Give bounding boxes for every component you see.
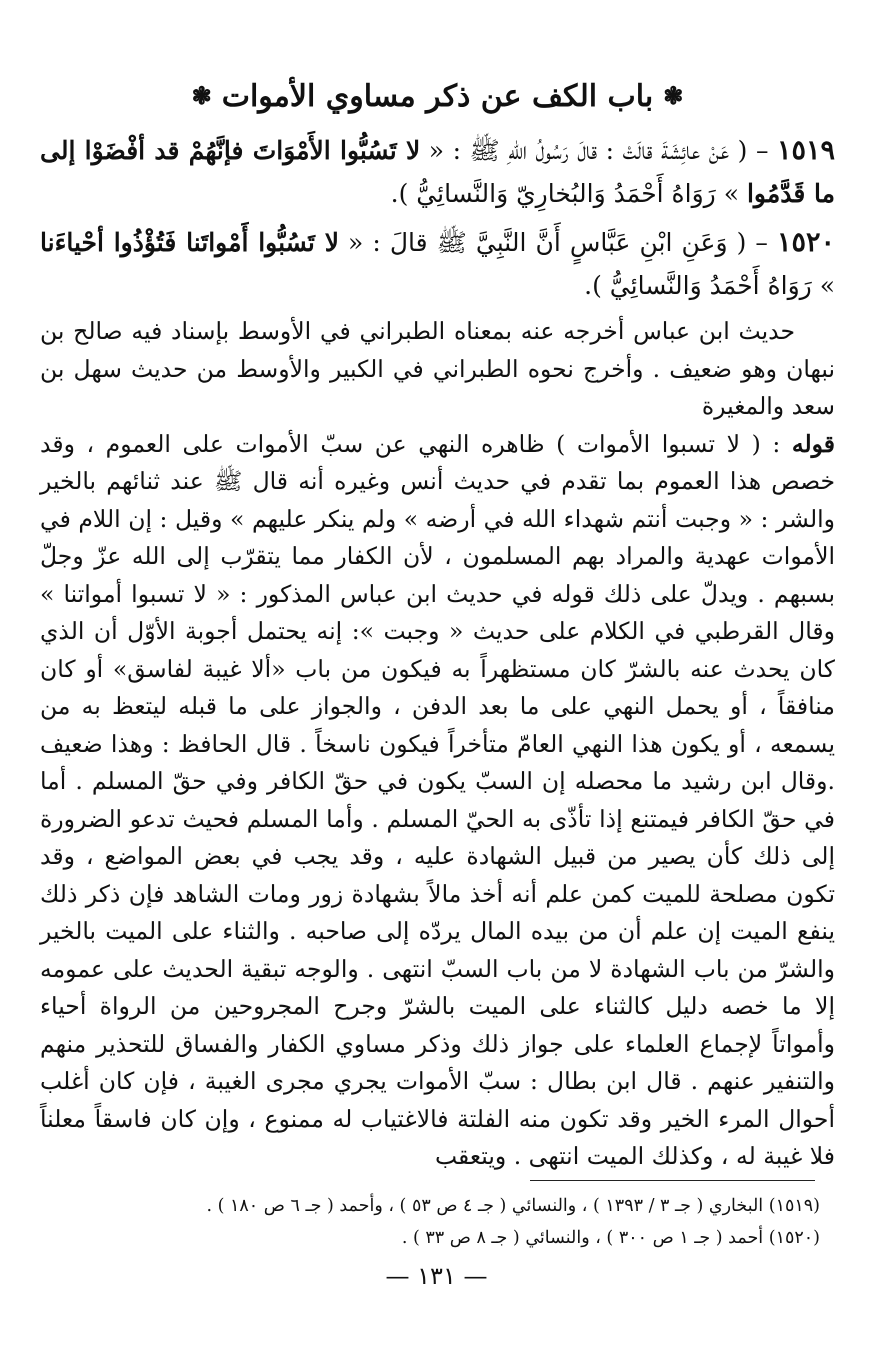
chapter-title-text: باب الكف عن ذكر مساوي الأموات (221, 79, 654, 114)
page-number-value: ١٣١ (417, 1262, 456, 1290)
footnote-1519: (١٥١٩) البخاري ( جـ ٣ / ١٣٩٣ ) ، والنسائي ( جـ ٤ ص ٥٣ ) ، وأحمد ( جـ ٦ ص ١٨٠ ) . (206, 1196, 820, 1216)
commentary-text: : ( لا تسبوا الأموات ) ظاهره النهي عن سبّ الأموات على العموم ، وقد خصص هذا العموم بما تقدم في حديث أنس وغيره أنه قال ﷺ عند ثنائهم بالخير والشر : « وجبت أنتم شهداء الله في أرضه » ولم ينكر عليهم » وقيل : إن اللام في الأموات عهدية والمراد بهم المسلمون ، لأن الكفار مما يتقرّب إلى الله عزّ وجلّ بسبهم . ويدلّ على ذلك قوله في حديث ابن عباس المذكور : « لا تسبوا أمواتنا » وقال القرطبي في الكلام على حديث « وجبت »: إنه يحتمل أجوبة الأوّل أن الذي كان يحدث عنه بالشرّ كان مستظهراً به فيكون من باب «ألا غيبة لفاسق» أو كان منافقاً ، أو يحمل النهي على ما بعد الدفن ، والجواز على ما قبله ليتعظ به من يسمعه ، أو يكون هذا النهي العامّ متأخراً فيكون ناسخاً . قال الحافظ : وهذا ضعيف .وقال ابن رشيد ما محصله إن السبّ يكون في حقّ الكافر وفي حقّ المسلم . أما في حقّ الكافر فيمتنع إذا تأذّى به الحيّ المسلم . وأما المسلم فحيث تدعو الضرورة إلى ذلك كأن يصير من قبيل الشهادة عليه ، وقد يجب في بعض المواضع ، وقد تكون مصلحة للميت كمن علم أنه أخذ مالاً بشهادة زور ومات الشاهد فإن ذكر ذلك ينفع الميت إن علم أن من بيده المال يردّه إلى صاحبه . والثناء على الميت بالخير والشرّ من باب الشهادة لا من باب السبّ انتهى . والوجه تبقية الحديث على عمومه إلا ما خصه دليل كالثناء على الميت بالشرّ وجرح المجروحين من الرواة أحياء وأمواتاً لإجماع العلماء على جواز ذلك وذكر مساوي الكفار والفساق للتحذير منهم والتنفير عنهم . قال ابن بطال : سبّ الأموات يجري مجرى الغيبة ، فإن كان أغلب أحوال المرء الخير وقد تكون منه الفلتة فالاغتياب له ممنوع ، وإن كان فاسقاً معلناً فلا غيبة له ، وكذلك الميت انتهى . ويتعقب (40, 429, 835, 1170)
commentary-lead-word: قوله (791, 429, 835, 458)
commentary-text: حديث ابن عباس أخرجه عنه بمعناه الطبراني في الأوسط بإسناد فيه صالح بن نبهان وهو ضعيف . وأخرج نحوه الطبراني في الكبير والأوسط من حديث سهل بن سعد والمغيرة (40, 317, 835, 420)
hadith-number: ١٥١٩ (777, 135, 836, 166)
footnote-1520: (١٥٢٠) أحمد ( جـ ١ ص ٣٠٠ ) ، والنسائي ( جـ ٨ ص ٣٣ ) . (401, 1228, 820, 1248)
hadith-1520 (40, 221, 835, 307)
hadith-quote: لا تَسُبُّوا أَمْواتَنا فَتُؤْذُوا أحْياءَنا (40, 228, 339, 257)
hadith-intro: – ( وَعَنِ ابْنِ عَبَّاسٍ أَنَّ النَّبِيَّ ﷺ قالَ : « (348, 228, 768, 257)
commentary-paragraph-2 (40, 426, 835, 1176)
hadith-quote: لا تَسُبُّوا الأَمْوَاتَ فإنَّهُمْ قد أفْضَوْا إلى ما قَدَّمُوا (40, 136, 835, 208)
page-body (40, 70, 835, 1176)
footnote-divider (530, 1180, 815, 1181)
footnotes (40, 1190, 820, 1254)
hadith-intro: – ( عَنْ عائِشَةَ قالَتْ : قالَ رَسُولُ اللهِ ﷺ : « (428, 136, 769, 165)
ornament-star-icon: ❃ (191, 81, 212, 110)
page-number-dash: — (385, 1262, 410, 1290)
hadith-number: ١٥٢٠ (776, 227, 835, 258)
commentary-paragraph-1 (40, 313, 835, 426)
hadith-source: » رَوَاهُ أَحْمَدُ وَالنَّسائِيُّ ). (584, 271, 835, 300)
page-number-dash: — (463, 1262, 488, 1290)
hadith-1519 (40, 129, 835, 215)
chapter-title (40, 70, 835, 123)
ornament-star-icon: ❃ (663, 81, 684, 110)
hadith-source: » رَوَاهُ أَحْمَدُ وَالبُخارِيّ وَالنَّسائِيُّ ). (390, 179, 739, 208)
page-number (0, 1262, 873, 1290)
